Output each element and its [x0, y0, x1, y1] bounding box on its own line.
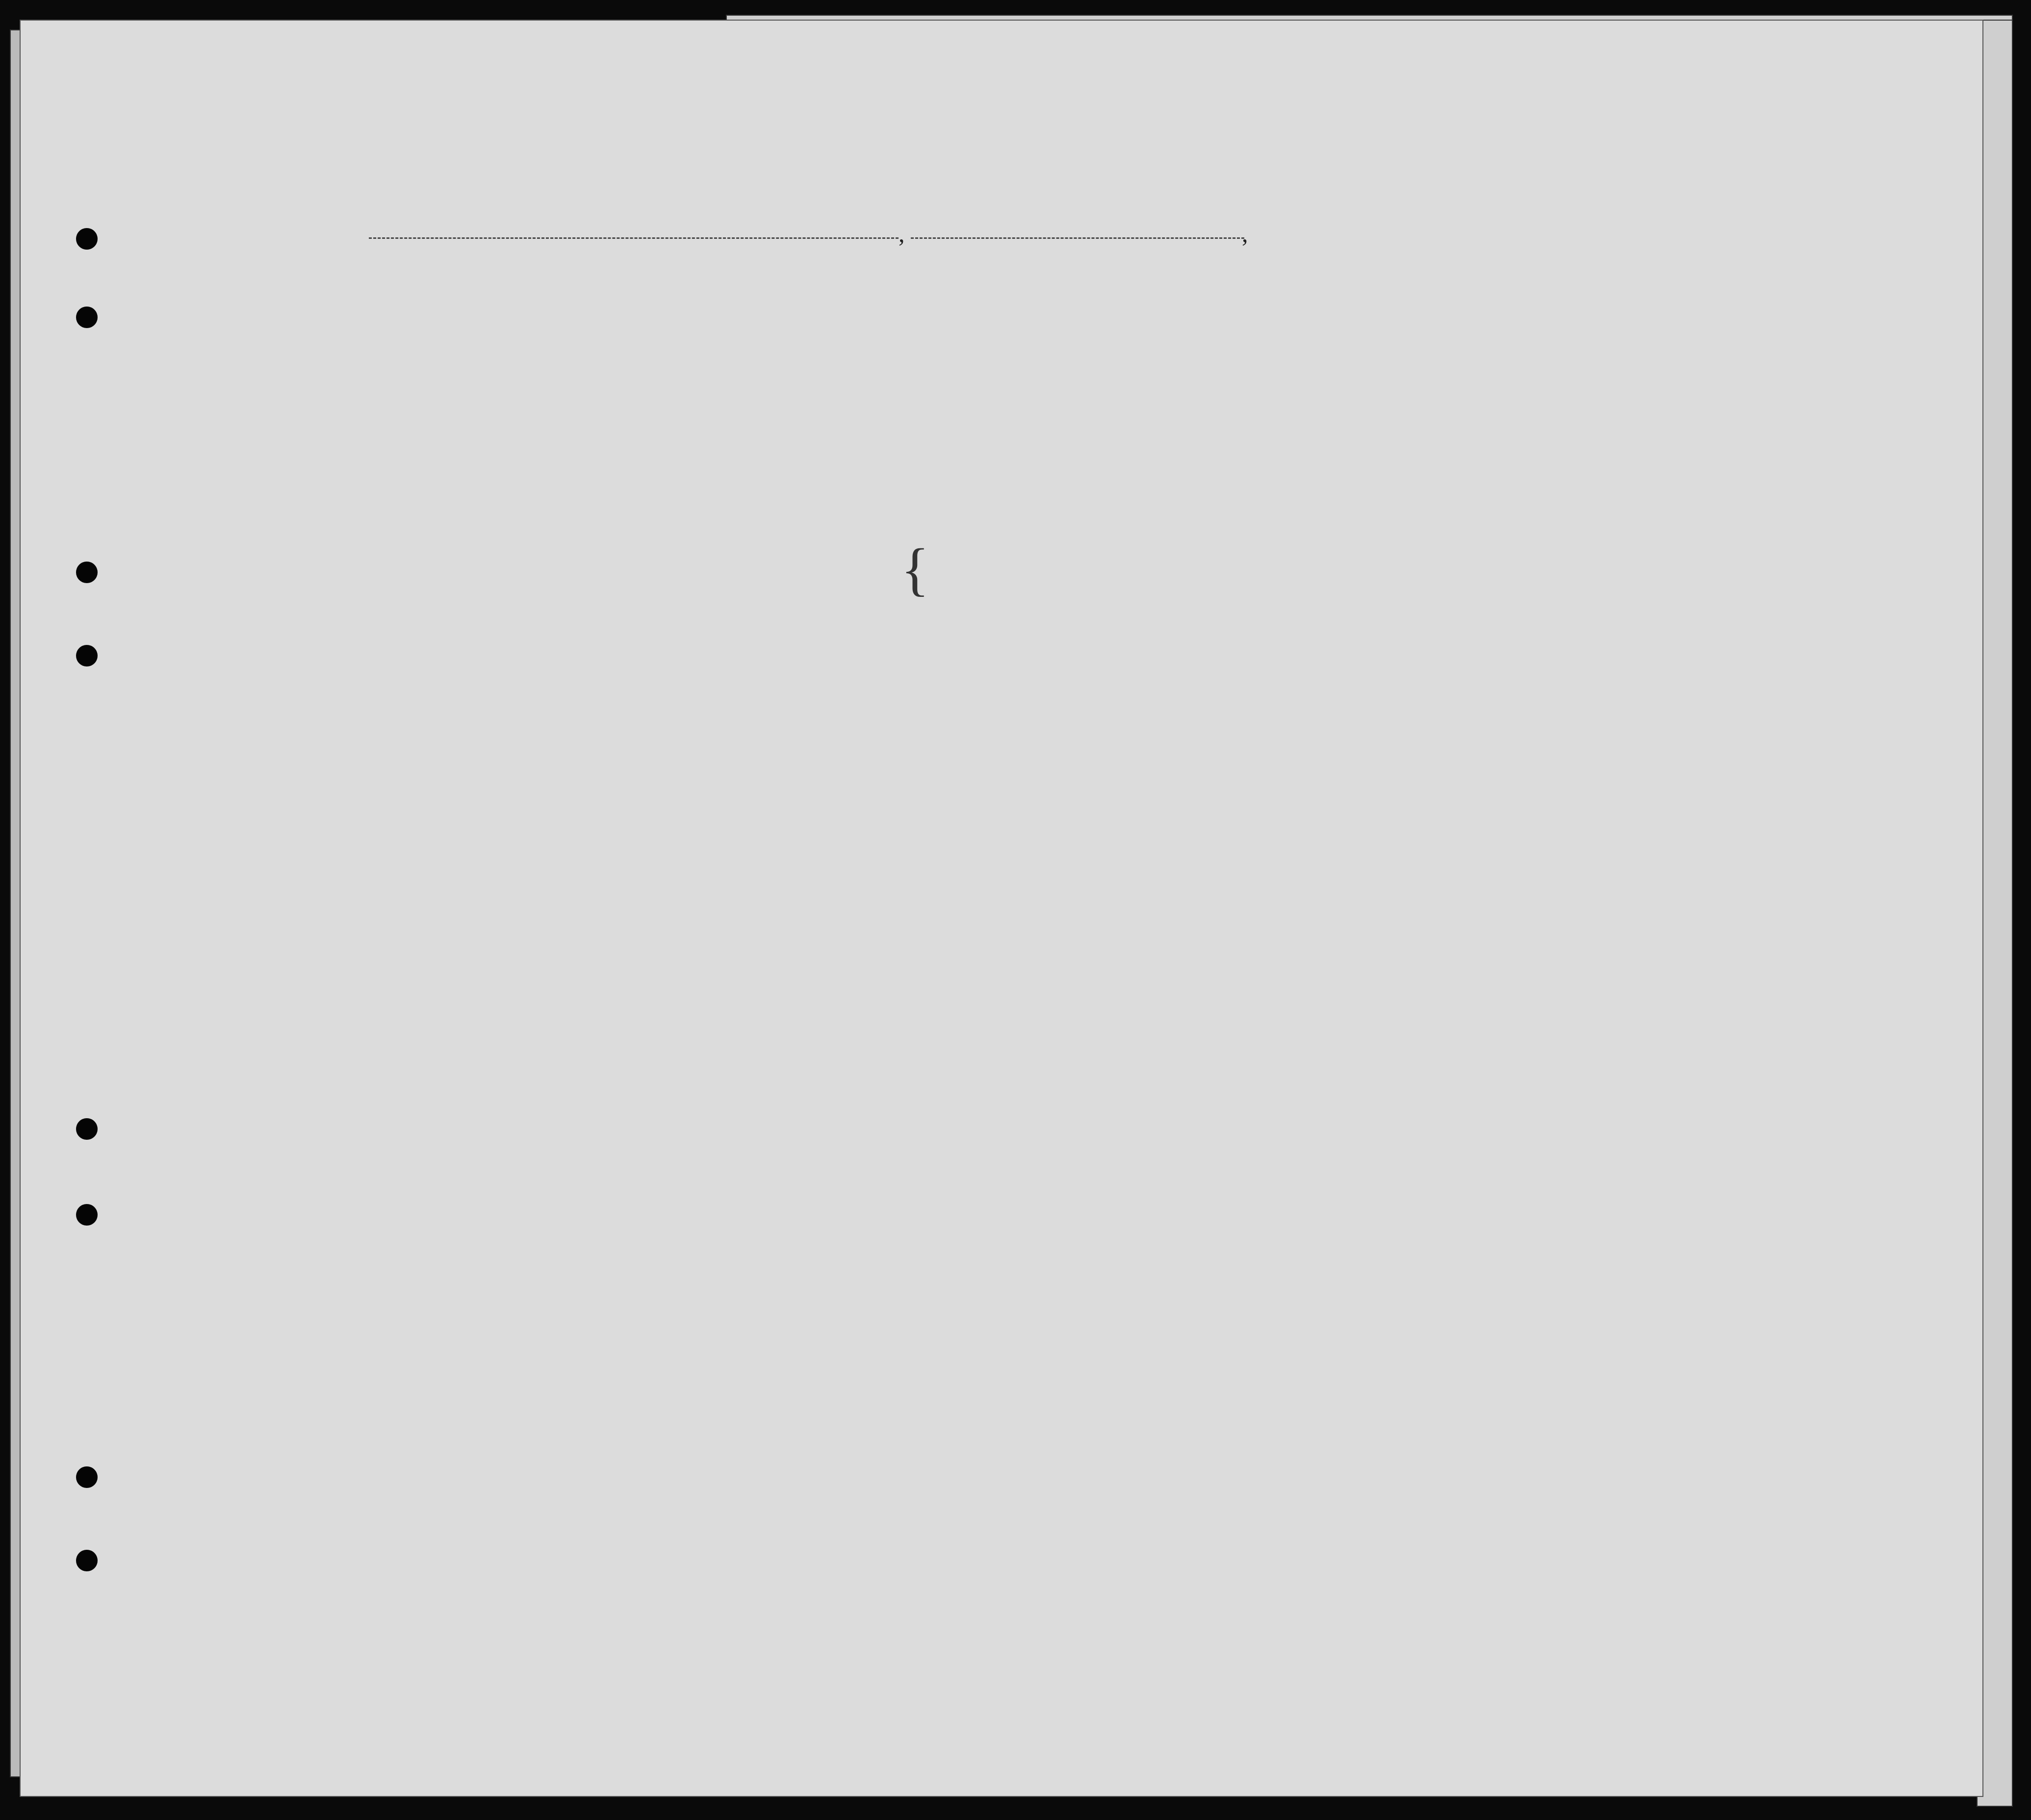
header-purpose-return — [1185, 325, 1224, 435]
manifest-grid — [21, 21, 1982, 1796]
binder-hole — [76, 1550, 98, 1571]
binder-hole — [76, 562, 98, 583]
header-purpose-citizen — [1306, 330, 1335, 435]
header-ticket — [612, 310, 636, 433]
manifest-sheet — [20, 20, 1983, 1797]
header-possession-50 — [734, 310, 759, 433]
header-polygamist — [1377, 320, 1391, 435]
binder-hole — [76, 645, 98, 666]
binder-hole — [76, 1204, 98, 1226]
r3-r4-bracket: { — [901, 537, 929, 602]
binder-hole — [76, 1466, 98, 1488]
binder-hole — [76, 307, 98, 328]
header-deported — [1524, 320, 1543, 435]
header-coming-by-offer — [1472, 315, 1502, 435]
header-anarchist — [1403, 320, 1417, 435]
binder-hole — [76, 1118, 98, 1140]
binder-hole — [76, 228, 98, 250]
header-purpose-length — [1233, 330, 1262, 435]
comma-2: , — [1242, 220, 1248, 247]
header-prison — [1340, 315, 1367, 435]
header-overthrow — [1423, 315, 1459, 435]
comma-1: , — [899, 220, 905, 247]
